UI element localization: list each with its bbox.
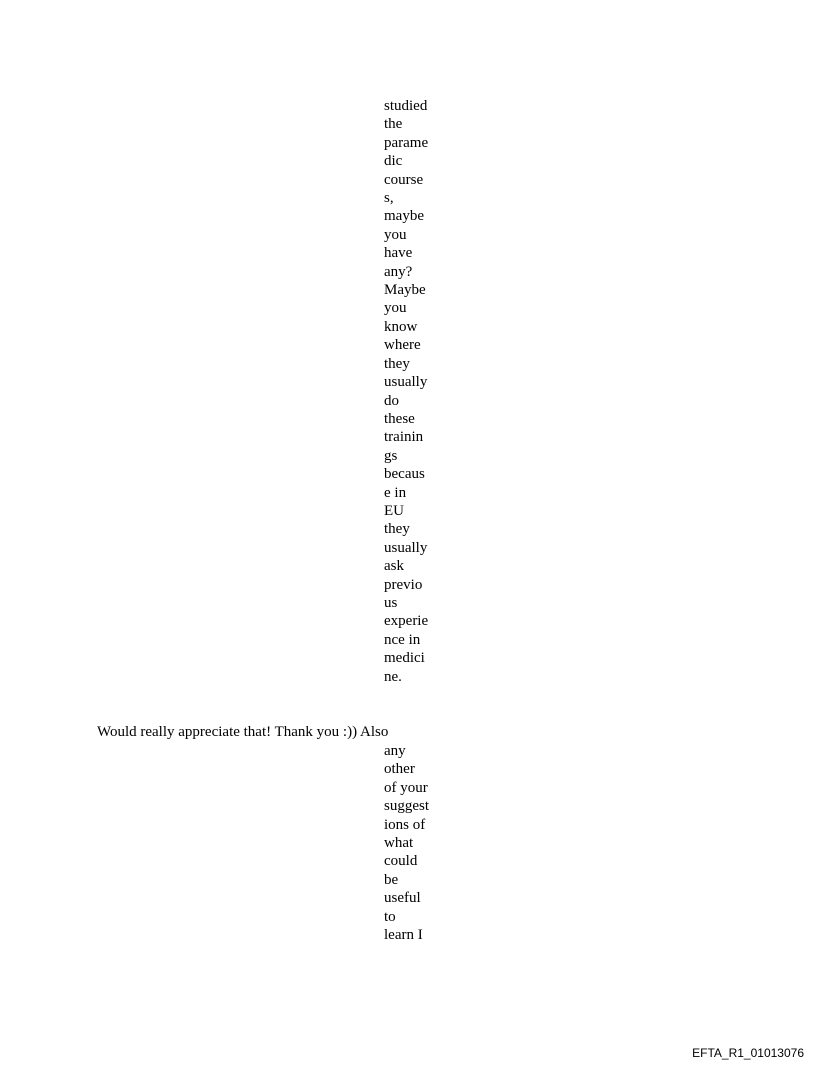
text-line: e in — [384, 484, 407, 501]
text-line: s, — [384, 190, 394, 207]
text-line: medici — [384, 650, 425, 667]
text-line: maybe — [384, 208, 424, 225]
text-line: us — [384, 594, 398, 611]
text-line: learn I — [384, 927, 423, 944]
text-line: Maybe — [384, 282, 426, 299]
text-line: these — [384, 410, 415, 427]
text-line: course — [384, 171, 424, 188]
text-line: dic — [384, 153, 403, 170]
text-line: trainin — [384, 429, 424, 446]
text-line: the — [384, 116, 403, 133]
text-line: studied — [384, 98, 428, 114]
text-line: any — [384, 743, 406, 759]
text-line: ions of — [384, 816, 426, 833]
text-line: of your — [384, 779, 428, 796]
text-line: nce in — [384, 631, 421, 648]
text-line: experie — [384, 613, 429, 630]
text-line: other — [384, 761, 415, 778]
text-line: ask — [384, 558, 404, 575]
message-column-block-2 — [384, 742, 429, 944]
text-line: could — [384, 853, 418, 870]
text-line: becaus — [384, 466, 425, 483]
text-line: EU — [384, 502, 404, 519]
text-line: usually — [384, 374, 428, 391]
text-line: useful — [384, 890, 421, 907]
text-line: you — [384, 300, 407, 317]
text-line: they — [384, 355, 410, 372]
text-line: know — [384, 318, 418, 335]
text-line: they — [384, 521, 410, 538]
text-line: parame — [384, 134, 429, 151]
text-line: ne. — [384, 668, 402, 685]
text-line: usually — [384, 539, 428, 556]
message-column-block-1 — [384, 97, 428, 686]
text-line: where — [384, 337, 421, 354]
text-line: gs — [384, 447, 398, 464]
text-line: any? — [384, 263, 413, 280]
text-line: previo — [384, 576, 423, 593]
text-line: you — [384, 226, 407, 243]
bates-number: EFTA_R1_01013076 — [692, 1046, 804, 1060]
text-line: have — [384, 245, 413, 262]
text-line: what — [384, 835, 414, 852]
text-line: be — [384, 871, 399, 888]
text-line: to — [384, 908, 396, 925]
text-line: suggest — [384, 798, 429, 815]
message-lead-in-line: Would really appreciate that! Thank you :)) Also — [97, 724, 389, 740]
text-line: do — [384, 392, 399, 409]
